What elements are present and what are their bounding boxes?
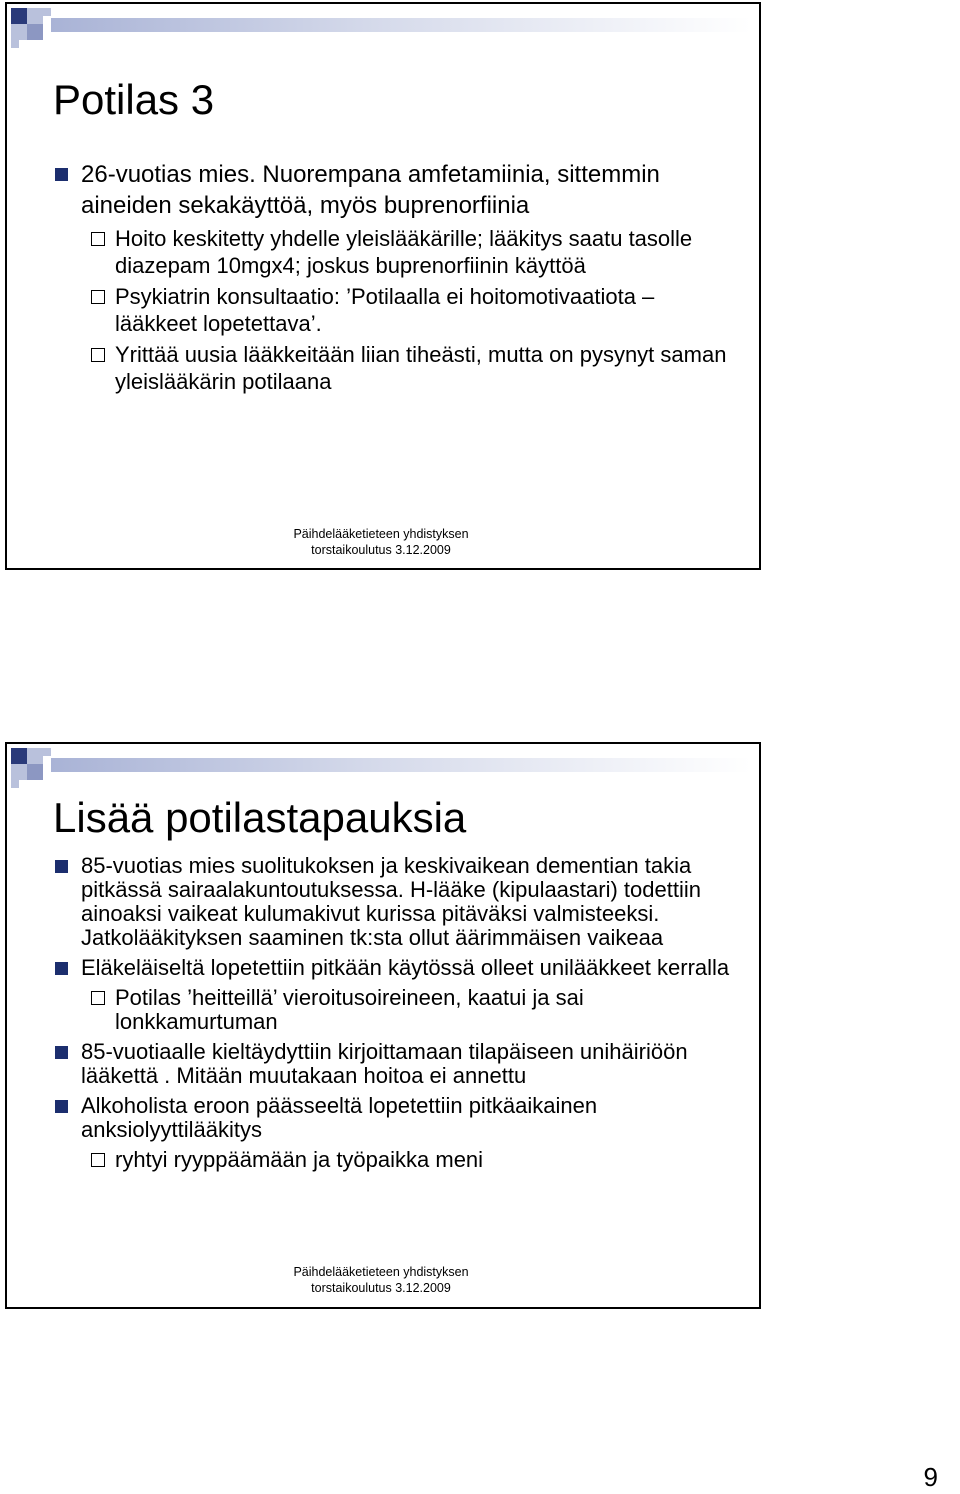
deco-square — [27, 8, 43, 24]
deco-square — [43, 8, 51, 16]
slide-content — [53, 854, 739, 1172]
deco-square — [43, 748, 51, 756]
deco-square — [11, 24, 27, 40]
bullet-item: 26-vuotias mies. Nuorempana amfetamiinia, sittemmin aineiden sekakäyttöä, myös buprenorfiinia — [53, 159, 739, 221]
deco-square — [27, 764, 43, 780]
deco-square — [11, 40, 19, 48]
footer-line: Päihdelääketieteen yhdistyksen — [293, 1265, 469, 1279]
page-number: 9 — [923, 1462, 938, 1492]
bullet-item: 85-vuotiaalle kieltäydyttiin kirjoittamaan tilapäiseen unihäiriöön lääkettä . Mitään muutakaan hoitoa ei annettu — [53, 1040, 739, 1088]
sub-bullet-item: Potilas ’heitteillä’ vieroitusoireineen, kaatui ja sai lonkkamurtuman — [53, 986, 739, 1034]
deco-square — [11, 748, 27, 764]
bullet-item: 85-vuotias mies suolitukoksen ja keskivaikean dementian takia pitkässä sairaalakuntoutuksessa. H-lääke (kipulaastari) todettiin ainoaksi vaikeat kulumakivut kurissa pitäväksi valmisteeksi. Jatkolääkityksen saaminen tk:sta ollut äärimmäisen vaikeaa — [53, 854, 739, 950]
deco-gradient-bar — [51, 758, 751, 772]
footer-line: torstaikoulutus 3.12.2009 — [311, 543, 451, 557]
sub-bullet-item: Hoito keskitetty yhdelle yleislääkärille; lääkitys saatu tasolle diazepam 10mgx4; joskus buprenorfiinin käyttöä — [53, 225, 739, 279]
slide-footer — [5, 1264, 759, 1296]
footer-line: torstaikoulutus 3.12.2009 — [311, 1281, 451, 1295]
slide-content — [53, 159, 739, 395]
slide-1 — [5, 2, 761, 570]
sub-bullet-item: Yrittää uusia lääkkeitään liian tiheästi, mutta on pysynyt saman yleislääkärin potilaana — [53, 341, 739, 395]
slide-2 — [5, 742, 761, 1309]
slide-footer — [5, 526, 759, 558]
slide-title: Lisää potilastapauksia — [53, 794, 467, 841]
deco-square — [11, 780, 19, 788]
deco-square — [11, 764, 27, 780]
slide-decoration — [7, 4, 759, 64]
footer-line: Päihdelääketieteen yhdistyksen — [293, 527, 469, 541]
bullet-item: Eläkeläiseltä lopetettiin pitkään käytössä olleet unilääkkeet kerralla — [53, 956, 739, 980]
deco-gradient-bar — [51, 18, 751, 32]
deco-square — [27, 748, 43, 764]
sub-bullet-item: ryhtyi ryyppäämään ja työpaikka meni — [53, 1148, 739, 1172]
deco-square — [27, 24, 43, 40]
slide-title: Potilas 3 — [53, 76, 215, 123]
deco-square — [11, 8, 27, 24]
bullet-item: Alkoholista eroon päässeeltä lopetettiin pitkäaikainen anksiolyyttilääkitys — [53, 1094, 739, 1142]
sub-bullet-item: Psykiatrin konsultaatio: ’Potilaalla ei hoitomotivaatiota – lääkkeet lopetettava’. — [53, 283, 739, 337]
